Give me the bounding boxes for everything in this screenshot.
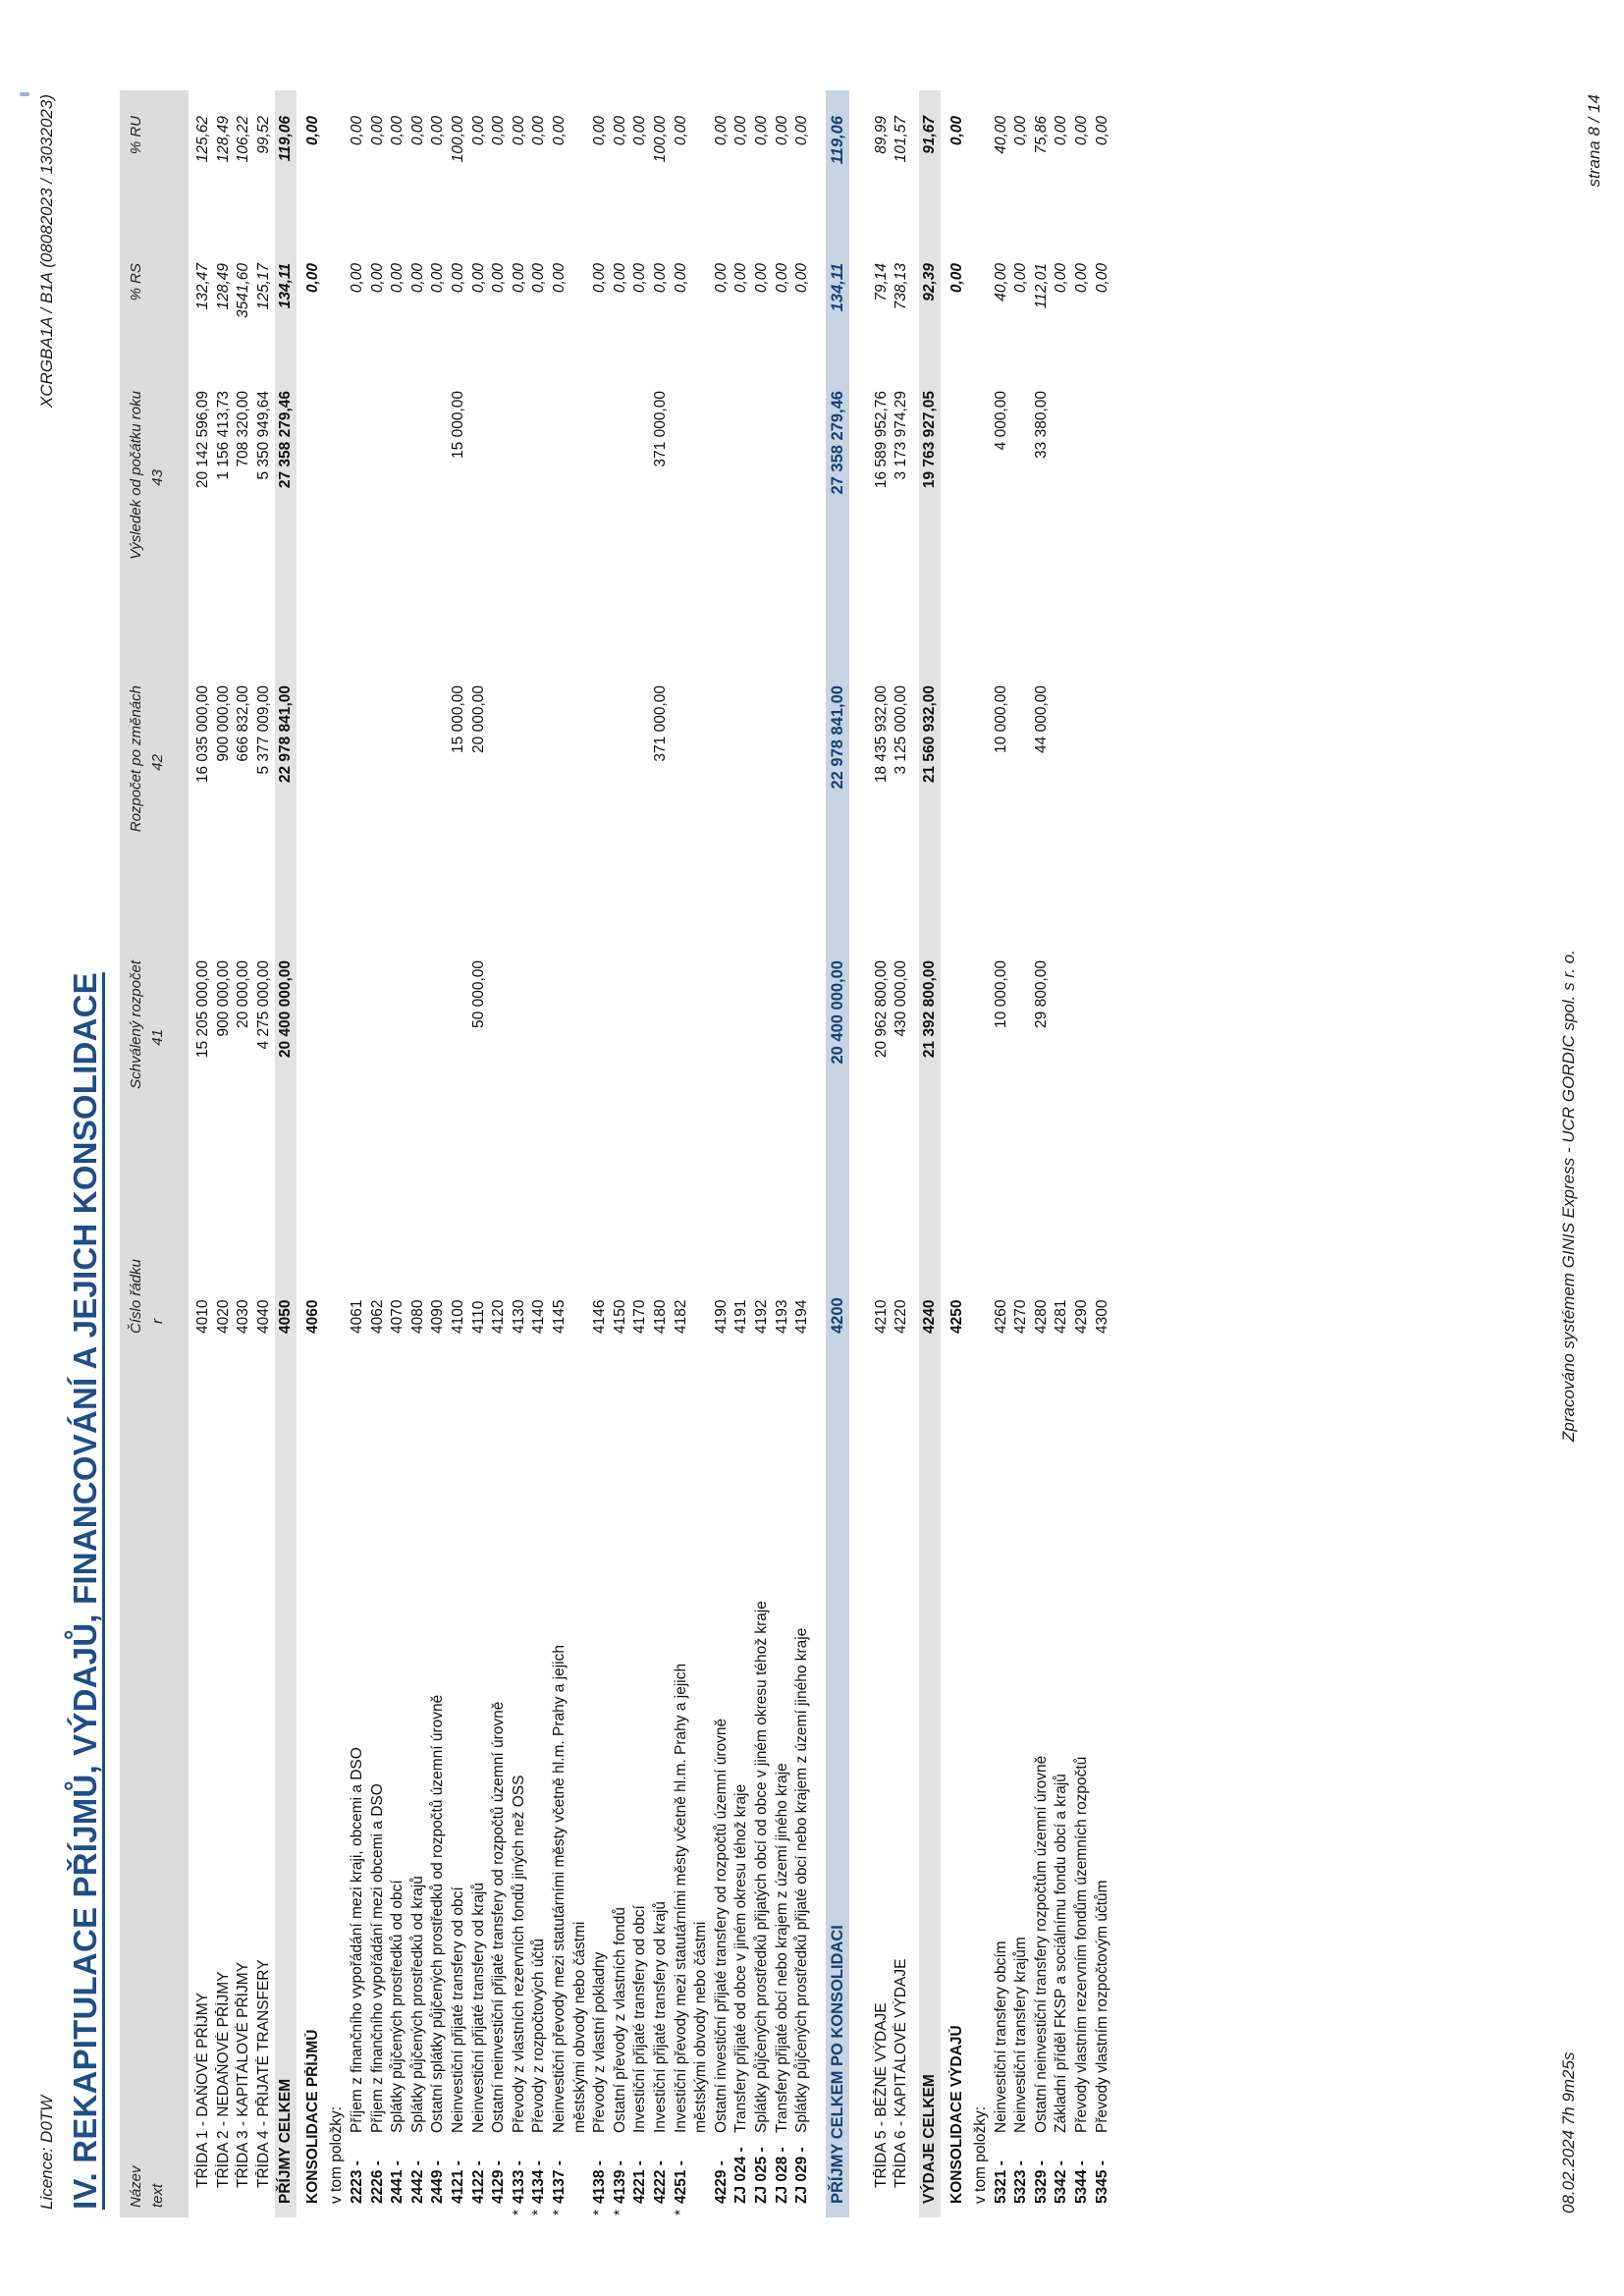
row-pct-rs: 0,00 [793, 263, 811, 294]
row-pct-ru: 0,00 [510, 116, 527, 146]
table-row [450, 90, 467, 2217]
row-pct-ru: 100,00 [450, 116, 466, 163]
row-budget-after-changes: 16 035 000,00 [194, 685, 211, 784]
row-star-mark: * [530, 2209, 548, 2215]
row-number: 4240 [921, 1299, 938, 1334]
row-number: 4020 [214, 1299, 232, 1334]
row-name: Splátky půjčených prostředků od krajů [408, 1876, 426, 2133]
row-pct-rs: 0,00 [1053, 263, 1070, 294]
row-pct-ru: 0,00 [429, 116, 447, 146]
row-pct-ru: 125,62 [194, 116, 211, 163]
row-name: Ostatní investiční přijaté transfery od rozpočtů územní úrovně [712, 1718, 730, 2133]
row-item-code: 2441 - [389, 2160, 406, 2204]
row-result-ytd: 4 000,00 [992, 391, 1009, 451]
table-row [631, 90, 649, 2217]
row-number: 4180 [652, 1299, 669, 1334]
row-item-code: 4133 - [510, 2160, 527, 2204]
row-budget-after-changes: 371 000,00 [652, 685, 669, 762]
row-pct-rs: 0,00 [450, 263, 466, 294]
row-pct-ru: 0,00 [948, 116, 965, 146]
row-approved-budget: 21 392 800,00 [921, 960, 938, 1059]
row-item-code: 5344 - [1073, 2160, 1090, 2204]
row-pct-ru: 0,00 [611, 116, 628, 146]
row-pct-ru: 0,00 [551, 116, 568, 146]
row-item-code: 4139 - [611, 2160, 628, 2204]
col-42-sub: 42 [149, 754, 166, 771]
row-item-code: ZJ 024 - [732, 2147, 750, 2204]
row-pct-ru: 0,00 [368, 116, 386, 146]
row-result-ytd: 16 589 952,76 [872, 391, 890, 489]
row-name: Transfery přijaté od obce v jiném okresu téhož kraje [732, 1783, 750, 2133]
row-approved-budget: 20 962 800,00 [872, 960, 890, 1059]
row-item-code: 4137 - [551, 2160, 568, 2204]
row-result-ytd: 33 380,00 [1032, 391, 1050, 459]
row-pct-rs: 0,00 [368, 263, 386, 294]
table-row [571, 90, 589, 2217]
row-name: TŘÍDA 4 - PŘIJATÉ TRANSFERY [254, 1959, 272, 2188]
table-row [551, 90, 568, 2217]
row-item-code: 5329 - [1032, 2160, 1050, 2204]
row-star-mark: * [510, 2209, 527, 2215]
table-row [774, 90, 791, 2217]
row-name: Splátky půjčených prostředků přijaté obcí nebo krajem z území jiného kraje [793, 1627, 811, 2133]
row-pct-rs: 3541,60 [235, 263, 252, 319]
row-pct-ru: 0,00 [304, 116, 322, 146]
col-name-header: Název [128, 2165, 144, 2208]
row-name: PŘÍJMY CELKEM [277, 2078, 295, 2204]
row-pct-rs: 0,00 [510, 263, 527, 294]
row-number: 4050 [277, 1299, 295, 1334]
row-number: 4110 [469, 1300, 487, 1334]
col-41-sub: 41 [149, 1029, 166, 1046]
row-result-ytd: 27 358 279,46 [828, 391, 846, 495]
table-row [826, 90, 849, 2217]
row-item-code: 4251 - [672, 2160, 689, 2204]
row-number: 4030 [235, 1299, 252, 1334]
row-name: Ostatní splátky půjčených prostředků od rozpočtů územní úrovně [429, 1694, 447, 2133]
table-row [732, 90, 750, 2217]
row-pct-ru: 0,00 [672, 116, 689, 146]
row-number: 4192 [753, 1299, 770, 1334]
scan-mark [22, 92, 29, 96]
row-pct-ru: 0,00 [1073, 116, 1090, 146]
row-pct-ru: 0,00 [732, 116, 750, 146]
row-result-ytd: 27 358 279,46 [277, 391, 295, 489]
row-name: Příjem z finančního vypořádání mezi obcemi a DSO [368, 1783, 386, 2133]
table-row [328, 90, 346, 2217]
row-name: TŘÍDA 1 - DAŇOVÉ PŘÍJMY [194, 1993, 211, 2188]
col-42-header: Rozpočet po změnách [128, 685, 144, 833]
row-item-code: 2449 - [429, 2160, 447, 2204]
row-number: 4190 [712, 1299, 730, 1334]
table-row [1033, 90, 1051, 2217]
row-result-ytd: 5 350 949,64 [254, 391, 272, 480]
table-row [194, 90, 212, 2217]
row-pct-rs: 0,00 [389, 263, 406, 294]
col-rs-header: % RS [128, 263, 144, 301]
row-pct-rs: 738,13 [893, 263, 910, 310]
table-row [215, 90, 233, 2217]
row-budget-after-changes: 666 832,00 [235, 685, 252, 762]
row-number: 4010 [194, 1299, 211, 1334]
row-name: Splátky půjčených prostředků od obcí [389, 1880, 406, 2133]
table-row [893, 90, 910, 2217]
row-name: Neinvestiční převody mezi statutárními městy včetně hl.m. Prahy a jejich [551, 1644, 568, 2133]
table-row [275, 90, 297, 2217]
row-star-mark: * [591, 2209, 609, 2215]
table-row [490, 90, 508, 2217]
row-pct-rs: 132,47 [194, 263, 211, 310]
row-budget-after-changes: 18 435 932,00 [872, 685, 890, 784]
column-header [120, 90, 189, 2217]
col-ru-header: % RU [128, 116, 144, 155]
table-row [753, 90, 771, 2217]
row-number: 4182 [672, 1299, 689, 1334]
row-approved-budget: 20 400 000,00 [277, 960, 295, 1059]
table-row [1012, 90, 1030, 2217]
row-number: 4062 [368, 1299, 386, 1334]
row-result-ytd: 19 763 927,05 [921, 391, 938, 489]
row-name: Převody vlastním rezervním fondům územních rozpočtů [1073, 1756, 1090, 2133]
row-pct-rs: 0,00 [611, 263, 628, 294]
row-number: 4080 [408, 1299, 426, 1334]
row-pct-rs: 0,00 [1073, 263, 1090, 294]
row-number: 4040 [254, 1299, 272, 1334]
row-name: TŘÍDA 3 - KAPITÁLOVÉ PŘÍJMY [235, 1962, 252, 2188]
row-name: Převody vlastním rozpočtovým účtům [1093, 1880, 1110, 2133]
row-pct-rs: 0,00 [469, 263, 487, 294]
row-pct-ru: 119,06 [828, 116, 846, 165]
row-budget-after-changes: 5 377 009,00 [254, 685, 272, 775]
row-star-mark: * [672, 2209, 689, 2215]
row-budget-after-changes: 15 000,00 [450, 685, 466, 753]
row-name: PŘÍJMY CELKEM PO KONSOLIDACI [828, 1925, 846, 2204]
row-result-ytd: 3 173 974,29 [893, 391, 910, 480]
system-note: Zpracováno systémem GINIS Express - UCR GORDIC spol. s r. o. [1559, 950, 1578, 1442]
row-pct-ru: 119,06 [277, 116, 295, 162]
row-pct-rs: 0,00 [672, 263, 689, 294]
row-item-code: 5345 - [1093, 2160, 1110, 2204]
row-pct-ru: 99,52 [254, 116, 272, 154]
row-pct-rs: 0,00 [1093, 263, 1110, 294]
table-row [429, 90, 447, 2217]
row-pct-rs: 0,00 [429, 263, 447, 294]
row-pct-ru: 106,22 [235, 116, 252, 163]
row-pct-ru: 0,00 [753, 116, 770, 146]
row-item-code: 5323 - [1012, 2160, 1030, 2204]
row-number: 4260 [992, 1299, 1009, 1334]
row-pct-ru: 0,00 [389, 116, 406, 146]
row-number: 4090 [429, 1299, 447, 1334]
table-row [409, 90, 427, 2217]
page-number: strana 8 / 14 [1585, 94, 1603, 188]
row-name: Investiční převody mezi statutárními městy včetně hl.m. Prahy a jejich [672, 1663, 689, 2133]
table-row [349, 90, 366, 2217]
row-number: 4194 [793, 1299, 811, 1334]
row-item-code: 4222 - [652, 2160, 669, 2204]
table-row [255, 90, 273, 2217]
row-name: Investiční přijaté transfery od obcí [631, 1905, 649, 2133]
row-approved-budget: 4 275 000,00 [254, 960, 272, 1050]
row-budget-after-changes: 10 000,00 [992, 685, 1009, 753]
row-approved-budget: 15 205 000,00 [194, 960, 211, 1059]
table-row [235, 90, 252, 2217]
row-name: TŘÍDA 6 - KAPITÁLOVÉ VÝDAJE [893, 1958, 910, 2188]
row-pct-ru: 89,99 [872, 116, 890, 154]
row-pct-rs: 134,11 [828, 263, 846, 312]
row-pct-rs: 0,00 [304, 263, 322, 294]
table-row [1073, 90, 1091, 2217]
table-row [972, 90, 990, 2217]
row-result-ytd: 20 142 596,09 [194, 391, 211, 489]
row-number: 4146 [591, 1299, 609, 1334]
table-row [873, 90, 891, 2217]
row-star-mark: * [551, 2209, 568, 2215]
row-item-code: 2442 - [408, 2160, 426, 2204]
row-item-code: 5342 - [1053, 2160, 1070, 2204]
row-name: TŘÍDA 5 - BĚŽNÉ VÝDAJE [872, 2002, 890, 2188]
row-pct-ru: 0,00 [349, 116, 365, 146]
row-number: 4150 [611, 1299, 628, 1334]
row-pct-ru: 0,00 [591, 116, 609, 146]
row-name: městskými obvody nebo částmi [692, 1921, 710, 2133]
row-number: 4220 [893, 1299, 910, 1334]
row-pct-ru: 0,00 [793, 116, 811, 146]
table-row [793, 90, 811, 2217]
row-pct-rs: 112,01 [1032, 263, 1050, 309]
licence-label: Licence: D0TW [37, 2095, 56, 2210]
row-approved-budget: 430 000,00 [893, 960, 910, 1037]
row-item-code: ZJ 029 - [793, 2147, 811, 2204]
col-rowno-sub: r [149, 1319, 166, 1324]
row-pct-rs: 125,17 [254, 263, 272, 310]
row-name: KONSOLIDACE PŘÍJMŮ [304, 2029, 322, 2204]
row-name: Transfery přijaté obcí nebo krajem z území jiného kraje [773, 1763, 790, 2133]
table-row [652, 90, 670, 2217]
row-pct-ru: 0,00 [469, 116, 487, 146]
row-name: Příjem z finančního vypořádání mezi kraji, obcemi a DSO [349, 1747, 365, 2133]
row-name: VÝDAJE CELKEM [921, 2074, 938, 2204]
table-row [1094, 90, 1111, 2217]
row-pct-ru: 0,00 [408, 116, 426, 146]
row-pct-rs: 0,00 [349, 263, 365, 294]
row-budget-after-changes: 21 560 932,00 [921, 685, 938, 784]
row-result-ytd: 371 000,00 [652, 391, 669, 467]
row-pct-ru: 0,00 [530, 116, 548, 146]
row-item-code: 4221 - [631, 2160, 649, 2204]
row-item-code: 4122 - [469, 2160, 487, 2204]
row-name: Ostatní neinvestiční přijaté transfery od rozpočtů územní úrovně [490, 1701, 508, 2133]
row-pct-rs: 0,00 [732, 263, 750, 294]
col-rowno-header: Číslo řádku [128, 1259, 144, 1334]
row-number: 4193 [773, 1299, 790, 1334]
row-name: Převody z vlastních rezervních fondů jiných než OSS [510, 1775, 527, 2133]
col-name-sub: text [149, 2183, 166, 2208]
row-item-code: 4121 - [450, 2160, 466, 2204]
row-pct-rs: 0,00 [1012, 263, 1030, 294]
row-name: Ostatní neinvestiční transfery rozpočtům územní úrovně [1032, 1755, 1050, 2133]
row-star-mark: * [611, 2209, 628, 2215]
row-item-code: 2226 - [368, 2160, 386, 2204]
row-pct-rs: 0,00 [753, 263, 770, 294]
row-item-code: ZJ 028 - [773, 2147, 790, 2204]
row-number: 4300 [1093, 1299, 1110, 1334]
row-budget-after-changes: 22 978 841,00 [277, 685, 295, 784]
table-row [591, 90, 609, 2217]
table-row [713, 90, 731, 2217]
row-budget-after-changes: 44 000,00 [1032, 685, 1050, 753]
col-43-sub: 43 [149, 469, 166, 486]
row-pct-ru: 0,00 [490, 116, 508, 146]
row-pct-ru: 0,00 [1012, 116, 1030, 146]
row-pct-rs: 0,00 [652, 263, 669, 294]
row-approved-budget: 20 000,00 [235, 960, 252, 1028]
table-row [389, 90, 406, 2217]
row-number: 4061 [349, 1299, 365, 1334]
row-number: 4280 [1032, 1299, 1050, 1334]
form-code: XCRGBA1A / B1A (08082023 / 13032023) [37, 94, 56, 409]
row-number: 4250 [948, 1299, 965, 1334]
table-row [948, 90, 966, 2217]
row-pct-ru: 0,00 [631, 116, 649, 146]
row-number: 4270 [1012, 1299, 1030, 1334]
row-pct-ru: 75,86 [1032, 116, 1050, 154]
row-result-ytd: 708 320,00 [235, 391, 252, 467]
row-number: 4120 [490, 1299, 508, 1334]
table-row [511, 90, 528, 2217]
row-name: TŘÍDA 2 - NEDAŇOVÉ PŘÍJMY [214, 1971, 232, 2188]
row-item-code: 4129 - [490, 2160, 508, 2204]
table-row [1053, 90, 1070, 2217]
row-budget-after-changes: 3 125 000,00 [893, 685, 910, 775]
row-pct-rs: 128,49 [214, 263, 232, 310]
row-number: 4200 [828, 1297, 846, 1334]
page-title: IV. REKAPITULACE PŘÍJMŮ, VÝDAJŮ, FINANCOVÁNÍ A JEJICH KONSOLIDACE [67, 972, 103, 2210]
row-pct-ru: 40,00 [992, 116, 1009, 154]
row-pct-rs: 0,00 [948, 263, 965, 294]
row-approved-budget: 50 000,00 [469, 960, 487, 1028]
row-item-code: 4134 - [530, 2160, 548, 2204]
row-name: Neinvestiční přijaté transfery od obcí [450, 1886, 466, 2133]
row-pct-rs: 0,00 [591, 263, 609, 294]
row-item-code: 5321 - [992, 2160, 1009, 2204]
row-pct-rs: 79,14 [872, 263, 890, 301]
row-name: v tom položky: [972, 2105, 989, 2204]
row-approved-budget: 900 000,00 [214, 960, 232, 1037]
table-row [692, 90, 710, 2217]
col-41-header: Schválený rozpočet [128, 960, 144, 1089]
row-pct-rs: 0,00 [408, 263, 426, 294]
row-number: 4210 [872, 1299, 890, 1334]
row-name: KONSOLIDACE VÝDAJŮ [948, 2025, 965, 2204]
row-pct-ru: 0,00 [1053, 116, 1070, 146]
row-number: 4100 [450, 1299, 466, 1334]
row-budget-after-changes: 22 978 841,00 [828, 685, 846, 790]
table-row [673, 90, 690, 2217]
row-pct-ru: 0,00 [1093, 116, 1110, 146]
row-name: Ostatní převody z vlastních fondů [611, 1906, 628, 2133]
row-name: Převody z vlastní pokladny [591, 1951, 609, 2133]
row-name: v tom položky: [328, 2105, 346, 2204]
col-43-header: Výsledek od počátku roku [128, 391, 144, 560]
table-row [470, 90, 488, 2217]
row-name: Neinvestiční transfery krajům [1012, 1937, 1030, 2133]
row-name: Splátky půjčených prostředků přijatých obcí od obce v jiném okresu téhož kraje [753, 1601, 770, 2133]
row-name: Neinvestiční transfery obcím [992, 1941, 1009, 2133]
row-approved-budget: 10 000,00 [992, 960, 1009, 1028]
row-item-code: 2223 - [349, 2160, 365, 2204]
row-pct-ru: 0,00 [773, 116, 790, 146]
table-row [993, 90, 1010, 2217]
row-pct-rs: 0,00 [712, 263, 730, 294]
table-row [530, 90, 548, 2217]
row-number: 4191 [732, 1299, 750, 1334]
row-number: 4145 [551, 1299, 568, 1334]
row-approved-budget: 20 400 000,00 [828, 960, 846, 1065]
row-name: městskými obvody nebo částmi [570, 1921, 588, 2133]
row-number: 4290 [1073, 1299, 1090, 1334]
row-pct-rs: 40,00 [992, 263, 1009, 301]
row-number: 4130 [510, 1299, 527, 1334]
row-result-ytd: 15 000,00 [450, 391, 466, 459]
row-pct-rs: 0,00 [631, 263, 649, 294]
row-number: 4170 [631, 1299, 649, 1334]
row-budget-after-changes: 900 000,00 [214, 685, 232, 762]
row-pct-rs: 0,00 [490, 263, 508, 294]
row-number: 4140 [530, 1299, 548, 1334]
row-budget-after-changes: 20 000,00 [469, 685, 487, 753]
row-number: 4070 [389, 1299, 406, 1334]
row-pct-rs: 0,00 [530, 263, 548, 294]
row-pct-ru: 128,49 [214, 116, 232, 163]
row-pct-rs: 0,00 [551, 263, 568, 294]
row-pct-rs: 134,11 [277, 263, 295, 309]
table-row [369, 90, 387, 2217]
row-pct-ru: 91,67 [921, 116, 938, 154]
row-pct-ru: 101,57 [893, 116, 910, 163]
print-date: 08.02.2024 7h 9m25s [1559, 2051, 1578, 2214]
row-name: Neinvestiční přijaté transfery od krajů [469, 1882, 487, 2133]
row-number: 4281 [1053, 1299, 1070, 1334]
row-result-ytd: 1 156 413,73 [214, 391, 232, 480]
table-row [612, 90, 629, 2217]
row-item-code: 4138 - [591, 2160, 609, 2204]
table-row [919, 90, 941, 2217]
row-pct-ru: 100,00 [652, 116, 669, 163]
row-name: Základní příděl FKSP a sociálnímu fondu obcí a krajů [1053, 1774, 1070, 2133]
row-pct-rs: 92,39 [921, 263, 938, 301]
row-pct-ru: 0,00 [712, 116, 730, 146]
row-item-code: 4229 - [712, 2160, 730, 2204]
table-row [304, 90, 322, 2217]
row-name: Investiční přijaté transfery od krajů [652, 1900, 669, 2133]
row-number: 4060 [304, 1299, 322, 1334]
row-pct-rs: 0,00 [773, 263, 790, 294]
row-name: Převody z rozpočtových účtů [530, 1938, 548, 2133]
row-item-code: ZJ 025 - [753, 2147, 770, 2204]
row-approved-budget: 29 800,00 [1032, 960, 1050, 1028]
